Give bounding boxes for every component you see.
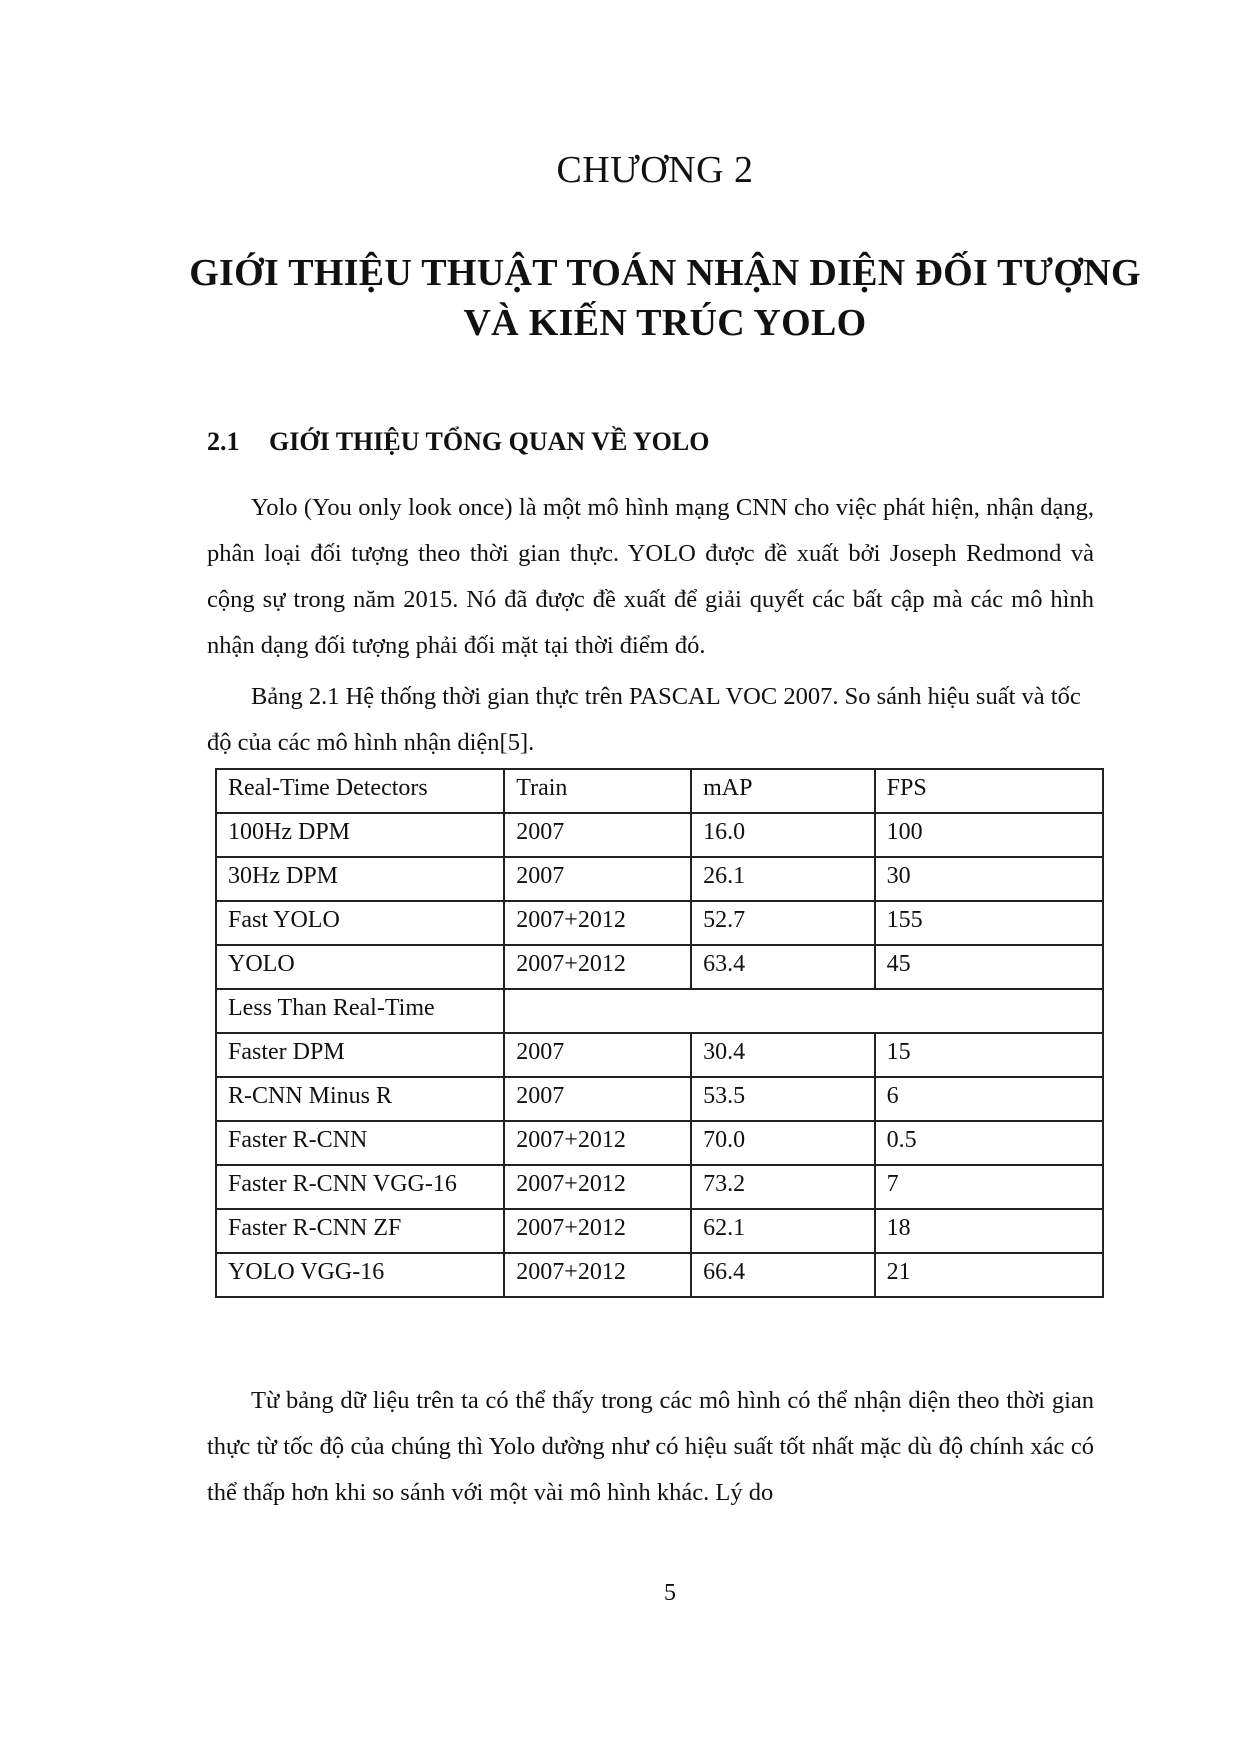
table-cell: 63.4: [691, 945, 875, 989]
table-row: [216, 1033, 1103, 1077]
table-cell: 30.4: [691, 1033, 875, 1077]
table-row: [216, 945, 1103, 989]
header-cell: mAP: [691, 769, 875, 813]
table-cell: Fast YOLO: [216, 901, 504, 945]
table-caption: Bảng 2.1 Hệ thống thời gian thực trên PASCAL VOC 2007. So sánh hiệu suất và tốc độ của các mô hình nhận diện[5].: [207, 683, 1081, 756]
table-cell: 100Hz DPM: [216, 813, 504, 857]
table-cell: 30: [875, 857, 1103, 901]
table-cell: 2007+2012: [504, 1253, 691, 1297]
table-group-row: [216, 989, 1103, 1033]
table-cell: 155: [875, 901, 1103, 945]
table-row: [216, 1121, 1103, 1165]
table-cell: R-CNN Minus R: [216, 1077, 504, 1121]
table-row: [216, 1253, 1103, 1297]
table-cell: YOLO: [216, 945, 504, 989]
header-cell: Real-Time Detectors: [216, 769, 504, 813]
section-title: GIỚI THIỆU TỔNG QUAN VỀ YOLO: [269, 427, 710, 456]
header-cell: Train: [504, 769, 691, 813]
table-cell: 2007+2012: [504, 1121, 691, 1165]
table-cell: 100: [875, 813, 1103, 857]
table-cell: 26.1: [691, 857, 875, 901]
header-cell: FPS: [875, 769, 1103, 813]
table-cell: 16.0: [691, 813, 875, 857]
table-row: [216, 813, 1103, 857]
section-heading: [207, 427, 709, 457]
table-cell: Faster DPM: [216, 1033, 504, 1077]
table-cell: 6: [875, 1077, 1103, 1121]
table-cell: 30Hz DPM: [216, 857, 504, 901]
table-header-row: [216, 769, 1103, 813]
table-cell: 53.5: [691, 1077, 875, 1121]
table-cell: 2007: [504, 1077, 691, 1121]
table-row: [216, 857, 1103, 901]
table-cell: 2007+2012: [504, 945, 691, 989]
chapter-title: GIỚI THIỆU THUẬT TOÁN NHẬN DIỆN ĐỐI TƯỢNG VÀ KIẾN TRÚC YOLO: [189, 252, 1141, 344]
intro-paragraph: Yolo (You only look once) là một mô hình mạng CNN cho việc phát hiện, nhận dạng, phân loại đối tượng theo thời gian thực. YOLO được đề xuất bởi Joseph Redmond và cộng sự trong năm 2015. Nó đã được đề xuất để giải quyết các bất cập mà các mô hình nhận dạng đối tượng phải đối mặt tại thời điểm đó.: [207, 494, 1094, 659]
table-cell: 2007+2012: [504, 901, 691, 945]
table-cell: 7: [875, 1165, 1103, 1209]
table-cell: 73.2: [691, 1165, 875, 1209]
table-cell: YOLO VGG-16: [216, 1253, 504, 1297]
table-cell: Faster R-CNN VGG-16: [216, 1165, 504, 1209]
chapter-label: CHƯƠNG 2: [556, 149, 754, 191]
table-cell: Faster R-CNN ZF: [216, 1209, 504, 1253]
table-cell: Faster R-CNN: [216, 1121, 504, 1165]
table-row: [216, 1165, 1103, 1209]
table-cell: 62.1: [691, 1209, 875, 1253]
table-cell: 0.5: [875, 1121, 1103, 1165]
table-cell: 15: [875, 1033, 1103, 1077]
table-cell: 2007: [504, 1033, 691, 1077]
table-cell: 45: [875, 945, 1103, 989]
table-cell: 2007+2012: [504, 1165, 691, 1209]
table-cell: 52.7: [691, 901, 875, 945]
page-number: 5: [664, 1580, 676, 1606]
table-cell: 66.4: [691, 1253, 875, 1297]
table-cell: 2007: [504, 857, 691, 901]
group-label-cell: Less Than Real-Time: [216, 989, 504, 1033]
table-row: [216, 1077, 1103, 1121]
table-cell: 2007: [504, 813, 691, 857]
empty-merged-cell: [504, 989, 1103, 1033]
table-cell: 2007+2012: [504, 1209, 691, 1253]
section-number: 2.1: [207, 427, 240, 456]
table-cell: 18: [875, 1209, 1103, 1253]
comparison-table: [215, 768, 1104, 1298]
conclusion-paragraph: Từ bảng dữ liệu trên ta có thể thấy trong các mô hình có thể nhận diện theo thời gian thực từ tốc độ của chúng thì Yolo dường như có hiệu suất tốt nhất mặc dù độ chính xác có thể thấp hơn khi so sánh với một vài mô hình khác. Lý do: [207, 1387, 1094, 1506]
table-row: [216, 901, 1103, 945]
table-row: [216, 1209, 1103, 1253]
table-cell: 70.0: [691, 1121, 875, 1165]
table-cell: 21: [875, 1253, 1103, 1297]
